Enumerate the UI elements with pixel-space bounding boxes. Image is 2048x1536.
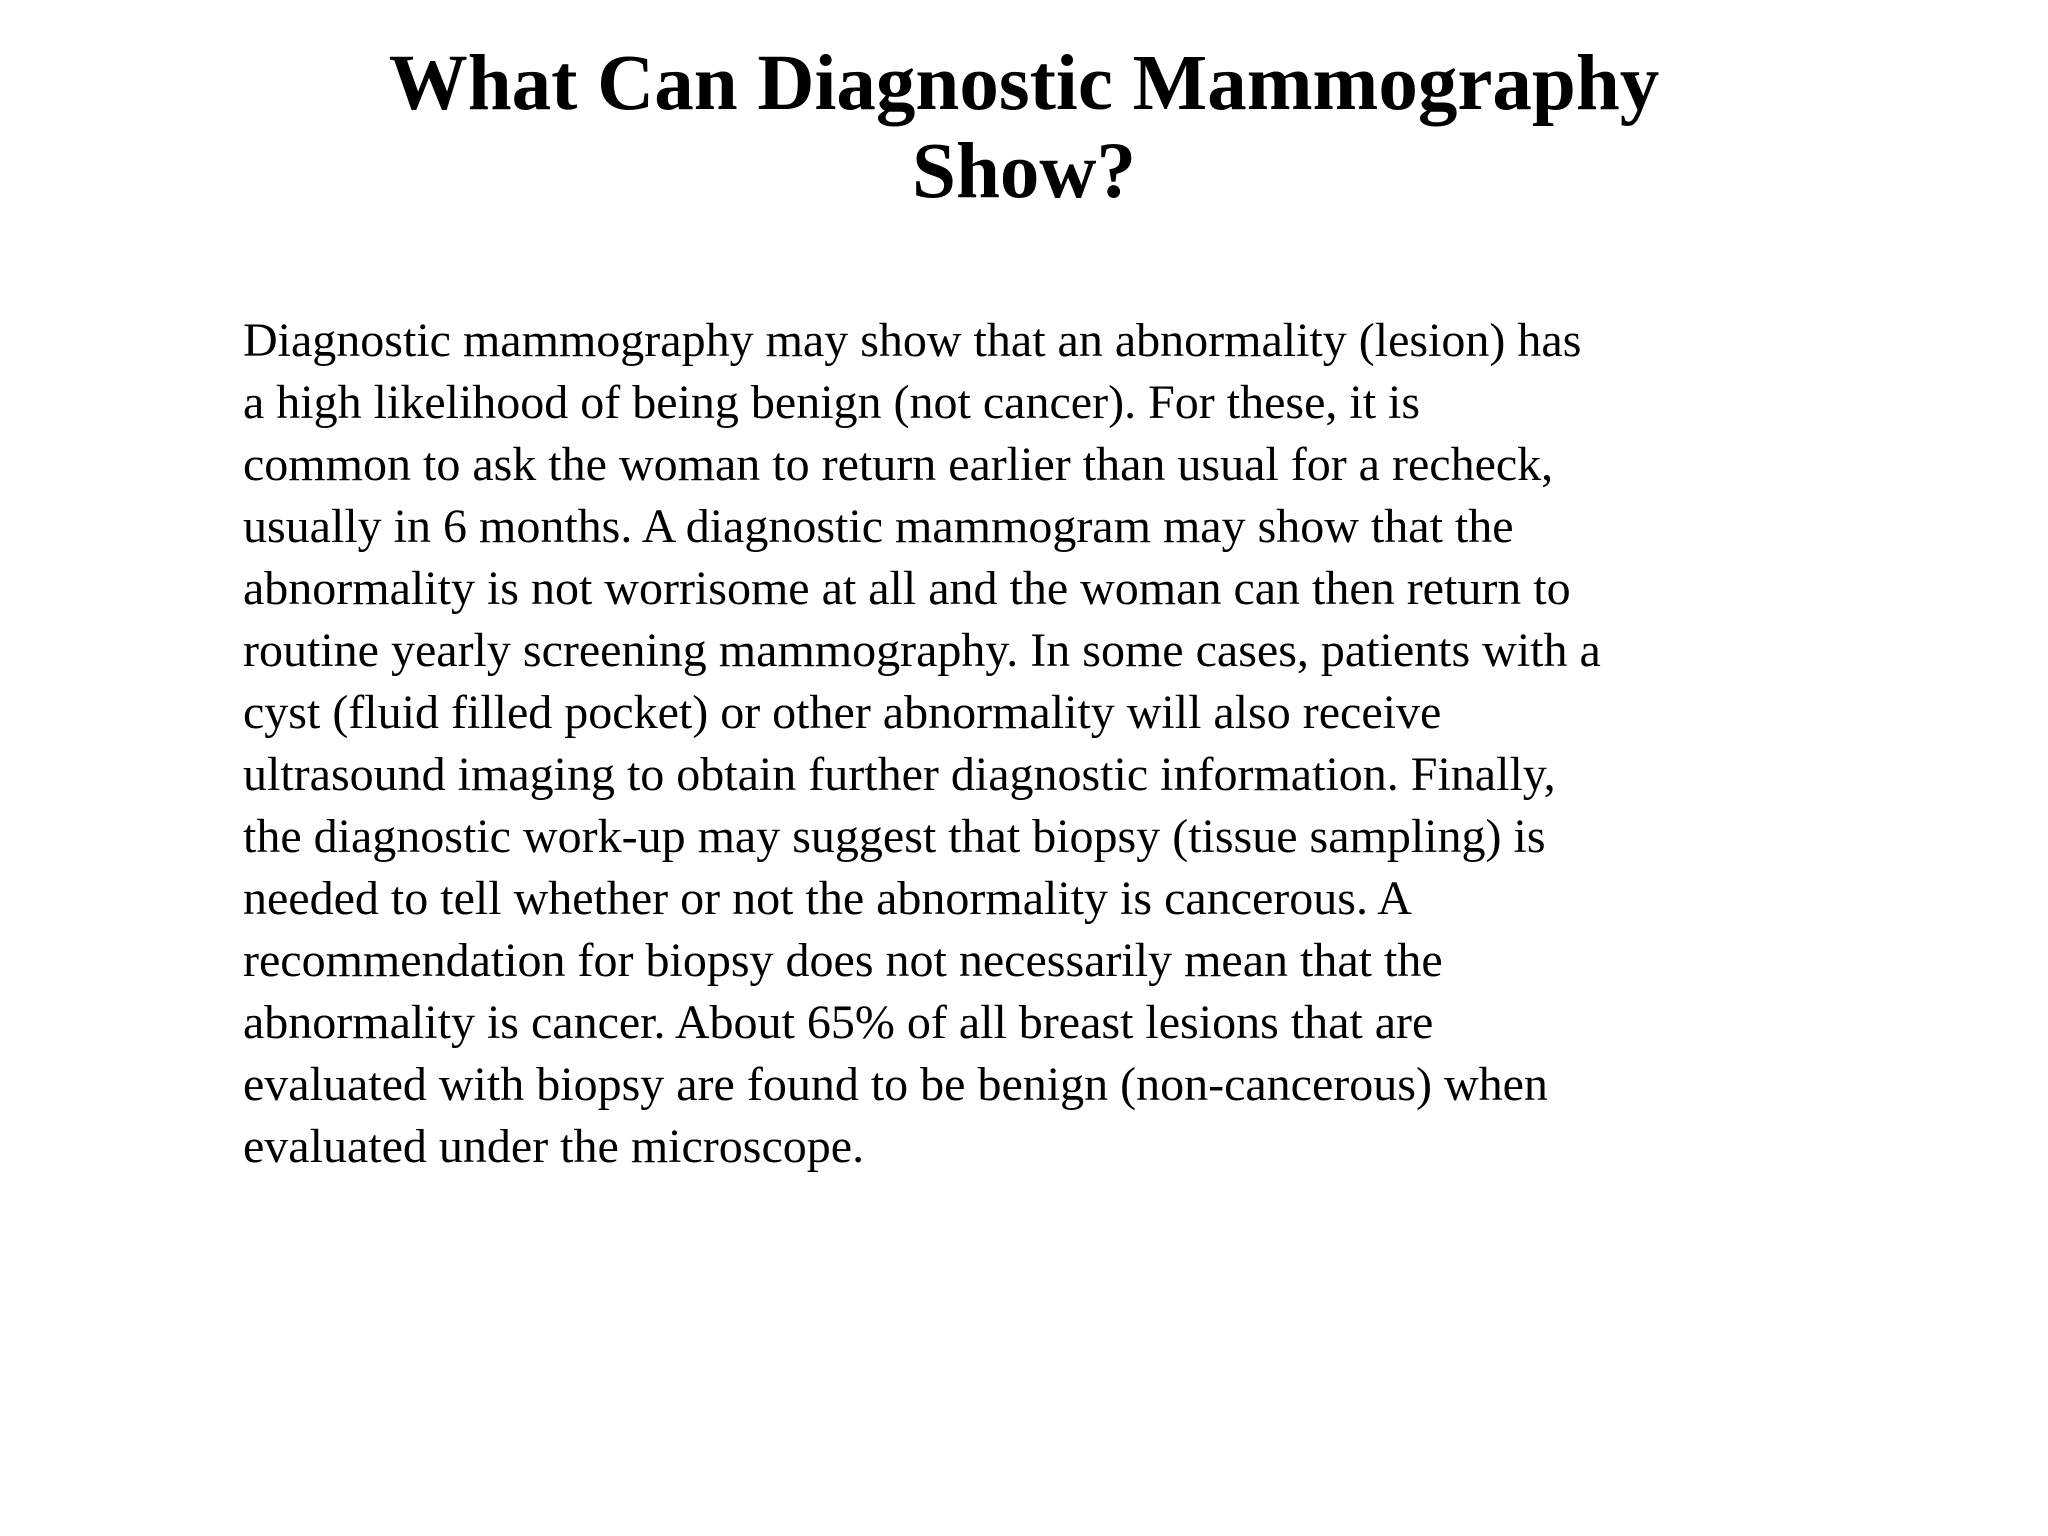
slide-title-line: What Can Diagnostic Mammography	[388, 40, 1660, 127]
slide-title-line: Show?	[912, 128, 1136, 215]
body-line: usually in 6 months. A diagnostic mammogram may show that the	[243, 500, 1514, 553]
body-line: needed to tell whether or not the abnormality is cancerous. A	[243, 872, 1412, 925]
body-line: a high likelihood of being benign (not cancer). For these, it is	[243, 376, 1421, 429]
slide-body-paragraph	[243, 310, 1803, 1178]
body-line: recommendation for biopsy does not necessarily mean that the	[243, 934, 1443, 987]
body-line: evaluated with biopsy are found to be benign (non-cancerous) when	[243, 1058, 1548, 1111]
body-line: the diagnostic work-up may suggest that biopsy (tissue sampling) is	[243, 810, 1546, 863]
body-line: evaluated under the microscope.	[243, 1120, 865, 1173]
body-line: common to ask the woman to return earlier than usual for a recheck,	[243, 438, 1554, 491]
body-line: Diagnostic mammography may show that an abnormality (lesion) has	[243, 314, 1582, 367]
body-line: cyst (fluid filled pocket) or other abnormality will also receive	[243, 686, 1442, 739]
body-line: ultrasound imaging to obtain further diagnostic information. Finally,	[243, 748, 1556, 801]
body-line: abnormality is cancer. About 65% of all breast lesions that are	[243, 996, 1434, 1049]
body-line: abnormality is not worrisome at all and the woman can then return to	[243, 562, 1571, 615]
body-line: routine yearly screening mammography. In some cases, patients with a	[243, 624, 1601, 677]
slide-title	[0, 40, 2048, 216]
